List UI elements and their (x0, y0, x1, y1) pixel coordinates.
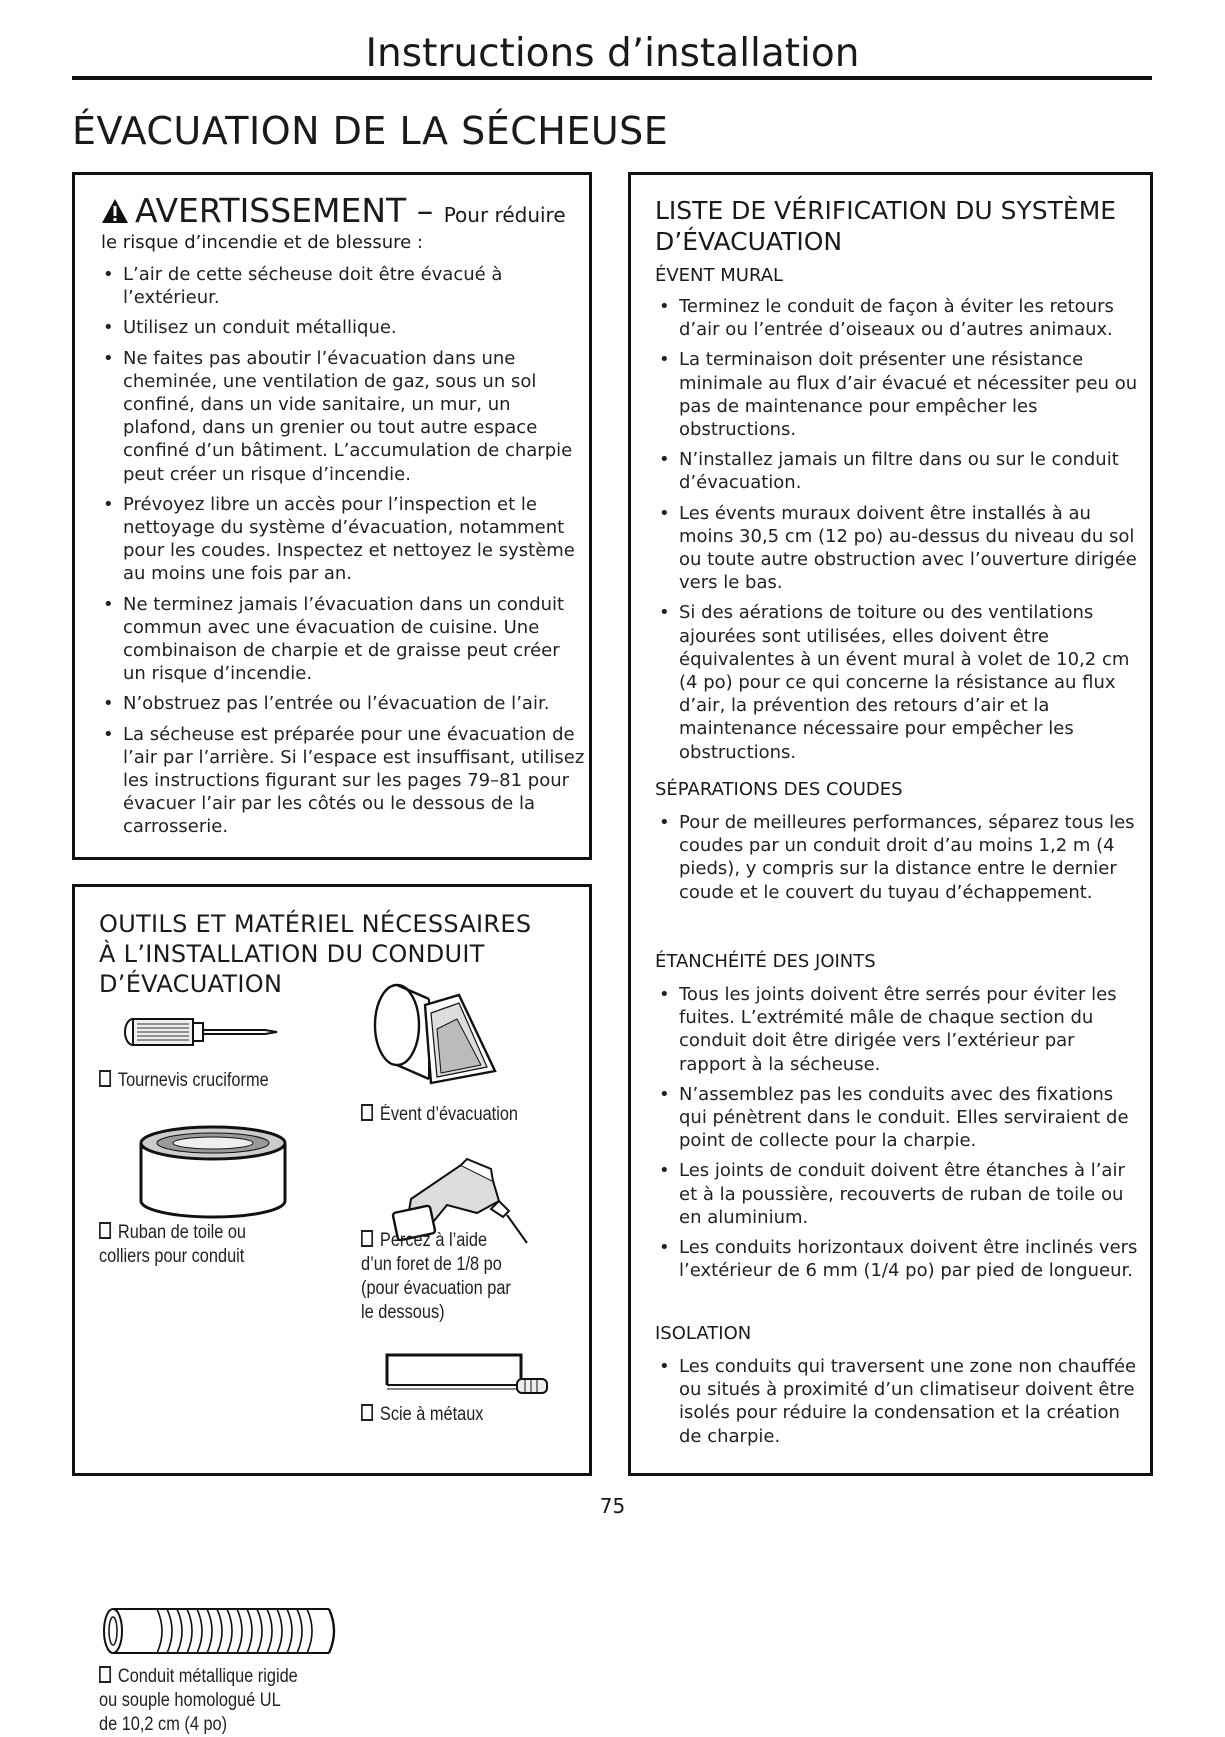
warning-box (72, 172, 592, 860)
checklist-list (651, 983, 1146, 1289)
page-header-title: Instructions d’installation (365, 31, 860, 76)
tool-label: Tournevis cruciforme (117, 1070, 269, 1091)
list-item: • Pour de meilleures performances, séparez tous les coudes par un conduit droit d’au moins 1,2 m (4 pieds), y compris sur la distance entre le dernier coude et le couvert du tuyau d’échappement. (651, 811, 1146, 904)
list-item: • N’assemblez pas les conduits avec des fixations qui pénètrent dans le conduit. Elles serviraient de point de collecte pour la charpie. (651, 1083, 1146, 1153)
warning-title: AVERTISSEMENT (135, 191, 407, 230)
list-item: • Si des aérations de toiture ou des ventilations ajourées sont utilisées, elles doivent être équivalentes à un évent mural à volet de 10,2 cm (4 po) pour ce qui concerne la résistance au flux d’air, la prévention des retours d’air et la maintenance nécessaire pour empêcher les obstructions. (651, 601, 1146, 763)
tool-duct (99, 1665, 298, 1737)
warning-dash: – (406, 191, 444, 230)
list-item: • Les conduits qui traversent une zone non chauffée ou situés à proximité d’un climatiseur doivent être isolés pour réduire la condensation et la création de charpie. (651, 1355, 1146, 1448)
checkbox-icon (99, 1070, 111, 1087)
checkbox-icon (99, 1222, 111, 1239)
flexible-duct-icon (101, 1605, 341, 1657)
tape-roll-icon (137, 1123, 289, 1221)
list-item: • N’obstruez pas l’entrée ou l’évacuation de l’air. (95, 692, 585, 715)
warning-heading (101, 191, 566, 235)
screwdriver-icon (123, 1015, 279, 1049)
tools-title-line: D’ÉVACUATION (99, 970, 283, 998)
checklist-list (651, 811, 1146, 911)
list-item: • Tous les joints doivent être serrés pour éviter les fuites. L’extrémité mâle de chaque section du conduit doit être dirigée vers l’extérieur par rapport à la sécheuse. (651, 983, 1146, 1076)
checklist-box (628, 172, 1153, 1476)
tool-label: Conduit métallique rigide ou souple homologué UL de 10,2 cm (4 po) (99, 1666, 298, 1735)
list-item: • Les conduits horizontaux doivent être inclinés vers l’extérieur de 6 mm (1/4 po) par pied de longueur. (651, 1236, 1146, 1282)
warning-subtitle: le risque d’incendie et de blessure : (101, 232, 423, 253)
list-item: • Utilisez un conduit métallique. (95, 316, 585, 339)
tools-box (72, 884, 592, 1735)
checklist-list (651, 295, 1146, 771)
list-item: • Terminez le conduit de façon à éviter les retours d’air ou l’entrée d’oiseaux ou d’autres animaux. (651, 295, 1146, 341)
tool-tape (99, 1221, 246, 1269)
tool-label: Évent d’évacuation (379, 1104, 519, 1125)
list-item: • L’air de cette sécheuse doit être évacué à l’extérieur. (95, 263, 585, 309)
exhaust-vent-icon (367, 979, 501, 1095)
tool-vent (361, 1103, 518, 1127)
tools-title-line: OUTILS ET MATÉRIEL NÉCESSAIRES (99, 910, 532, 938)
checkbox-icon (99, 1666, 111, 1683)
tool-label: Ruban de toile ou colliers pour conduit (99, 1222, 247, 1267)
list-item: • N’installez jamais un filtre dans ou sur le conduit d’évacuation. (651, 448, 1146, 494)
checklist-heading: SÉPARATIONS DES COUDES (655, 779, 903, 800)
tool-saw (361, 1403, 483, 1427)
section-title: ÉVACUATION DE LA SÉCHEUSE (72, 109, 669, 153)
warning-triangle-icon (101, 198, 129, 224)
checklist-list (651, 1355, 1146, 1455)
list-item: • La sécheuse est préparée pour une évacuation de l’air par l’arrière. Si l’espace est insuffisant, utilisez les instructions figurant sur les pages 79–81 pour évacuer l’air par les côtés ou le dessous de la carrosserie. (95, 723, 585, 839)
list-item: • Prévoyez libre un accès pour l’inspection et le nettoyage du système d’évacuation, notamment pour les coudes. Inspectez et nettoyez le système au moins une fois par an. (95, 493, 585, 586)
warning-list (95, 263, 585, 846)
checklist-title: LISTE DE VÉRIFICATION DU SYSTÈME D’ÉVACUATION (655, 196, 1117, 256)
checkbox-icon (361, 1404, 373, 1421)
list-item: • Ne faites pas aboutir l’évacuation dans une cheminée, une ventilation de gaz, sous un sol confiné, dans un vide sanitaire, un mur, un plafond, dans un grenier ou tout autre espace confiné d’un bâtiment. L’accumulation de charpie peut créer un risque d’incendie. (95, 347, 585, 486)
checklist-heading: ÉVENT MURAL (655, 265, 784, 286)
tools-title-line: À L’INSTALLATION DU CONDUIT (99, 940, 485, 968)
checkbox-icon (361, 1104, 373, 1121)
tool-drill (361, 1229, 511, 1325)
hacksaw-icon (381, 1349, 553, 1399)
list-item: • La terminaison doit présenter une résistance minimale au flux d’air évacué et nécessiter peu ou pas de maintenance pour empêcher les obstructions. (651, 348, 1146, 441)
tool-label: Scie à métaux (379, 1404, 484, 1425)
list-item: • Ne terminez jamais l’évacuation dans un conduit commun avec une évacuation de cuisine. Une combinaison de charpie et de graisse peut créer un risque d’incendie. (95, 593, 585, 686)
checklist-heading: ISOLATION (655, 1323, 752, 1344)
checklist-heading: ÉTANCHÉITÉ DES JOINTS (655, 951, 876, 972)
tool-screwdriver (99, 1069, 269, 1093)
tool-label: Percez à l’aide d’un foret de 1/8 po (pour évacuation par le dessous) (361, 1230, 511, 1323)
list-item: • Les joints de conduit doivent être étanches à l’air et à la poussière, recouverts de ruban de toile ou en aluminium. (651, 1159, 1146, 1229)
list-item: • Les évents muraux doivent être installés à au moins 30,5 cm (12 po) au-dessus du niveau du sol ou toute autre obstruction avec l’ouverture dirigée vers le bas. (651, 502, 1146, 595)
warning-title-suffix: Pour réduire (443, 203, 566, 227)
header-rule (72, 76, 1152, 80)
checkbox-icon (361, 1230, 373, 1247)
page-number: 75 (599, 1494, 626, 1518)
